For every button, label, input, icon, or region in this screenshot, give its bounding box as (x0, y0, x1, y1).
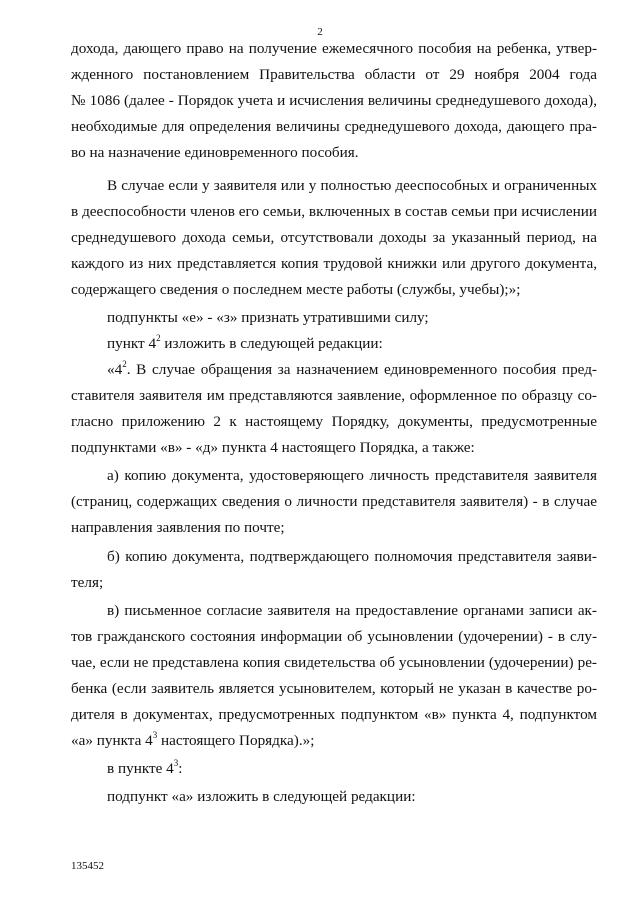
text-line: В случае если у заявителя или у полностью дееспособных и ограниченных (107, 177, 597, 194)
text-line: № 1086 (далее - Порядок учета и исчисления величины среднедушевого дохода), (71, 92, 597, 109)
text-line: направления заявления по почте; (71, 519, 285, 536)
text-line (107, 332, 597, 353)
text-line: чае, если не представлена копия свидетельства об усыновлении (удочерении) ре- (71, 654, 597, 671)
page-number: 2 (317, 26, 323, 38)
document-code: 135452 (71, 860, 104, 872)
text-line: подпункты «е» - «з» признать утратившими силу; (107, 309, 429, 326)
superscript: 2 (156, 332, 161, 343)
text-line: в) письменное согласие заявителя на предоставление органами записи ак- (107, 602, 597, 619)
text-fragment: настоящего Порядка).»; (157, 732, 315, 749)
text-fragment: : (178, 760, 183, 777)
text-fragment: «а» пункта 4 (71, 732, 153, 749)
superscript: 3 (152, 729, 158, 740)
superscript: 3 (173, 757, 179, 768)
text-line (107, 358, 597, 379)
text-line: подпункт «а» изложить в следующей редакции: (107, 788, 416, 805)
text-line: дителя в документах, предусмотренных подпунктом «в» пункта 4, подпунктом (71, 706, 597, 723)
text-line: гласно приложению 2 к настоящему Порядку, документы, предусмотренные (71, 413, 597, 430)
text-line: дохода, дающего право на получение ежемесячного пособия на ребенка, утвер- (71, 40, 597, 57)
text-line: каждого из них представляется копия трудовой книжки или другого документа, (71, 255, 597, 272)
text-line: среднедушевого дохода семьи, отсутствовали доходы за указанный период, на (71, 229, 597, 246)
text-fragment: в пункте 4 (107, 760, 174, 777)
text-line (71, 729, 597, 750)
text-fragment: «4 (107, 361, 123, 378)
text-line: теля; (71, 574, 104, 591)
text-line (107, 757, 597, 778)
text-line: жденного постановлением Правительства области от 29 ноября 2004 года (71, 66, 597, 83)
text-line: ставителя заявителя им представляются заявление, оформленное по образцу со- (71, 387, 597, 404)
text-fragment: пункт 4 (107, 335, 157, 352)
text-fragment: изложить в следующей редакции: (160, 335, 383, 352)
superscript: 2 (122, 358, 127, 369)
text-line: а) копию документа, удостоверяющего личность представителя заявителя (107, 467, 597, 484)
text-line: подпунктами «в» - «д» пункта 4 настоящего Порядка, а также: (71, 439, 475, 456)
text-fragment: . В случае обращения за назначением единовременного пособия пред- (126, 361, 597, 378)
text-line: в дееспособности членов его семьи, включенных в состав семьи при исчислении (71, 203, 597, 220)
text-line: б) копию документа, подтверждающего полномочия представителя заяви- (107, 548, 597, 565)
text-line: (страниц, содержащих сведения о личности представителя заявителя) - в случае (71, 493, 597, 510)
text-line: тов гражданского состояния информации об усыновлении (удочерении) - в слу- (71, 628, 597, 645)
text-line: во на назначение единовременного пособия. (71, 144, 359, 161)
text-line: содержащего сведения о последнем месте работы (службы, учебы);»; (71, 281, 521, 298)
text-line: необходимые для определения величины среднедушевого дохода, дающего пра- (71, 118, 597, 135)
text-line: бенка (если заявитель является усыновителем, который не указан в качестве ро- (71, 680, 597, 697)
